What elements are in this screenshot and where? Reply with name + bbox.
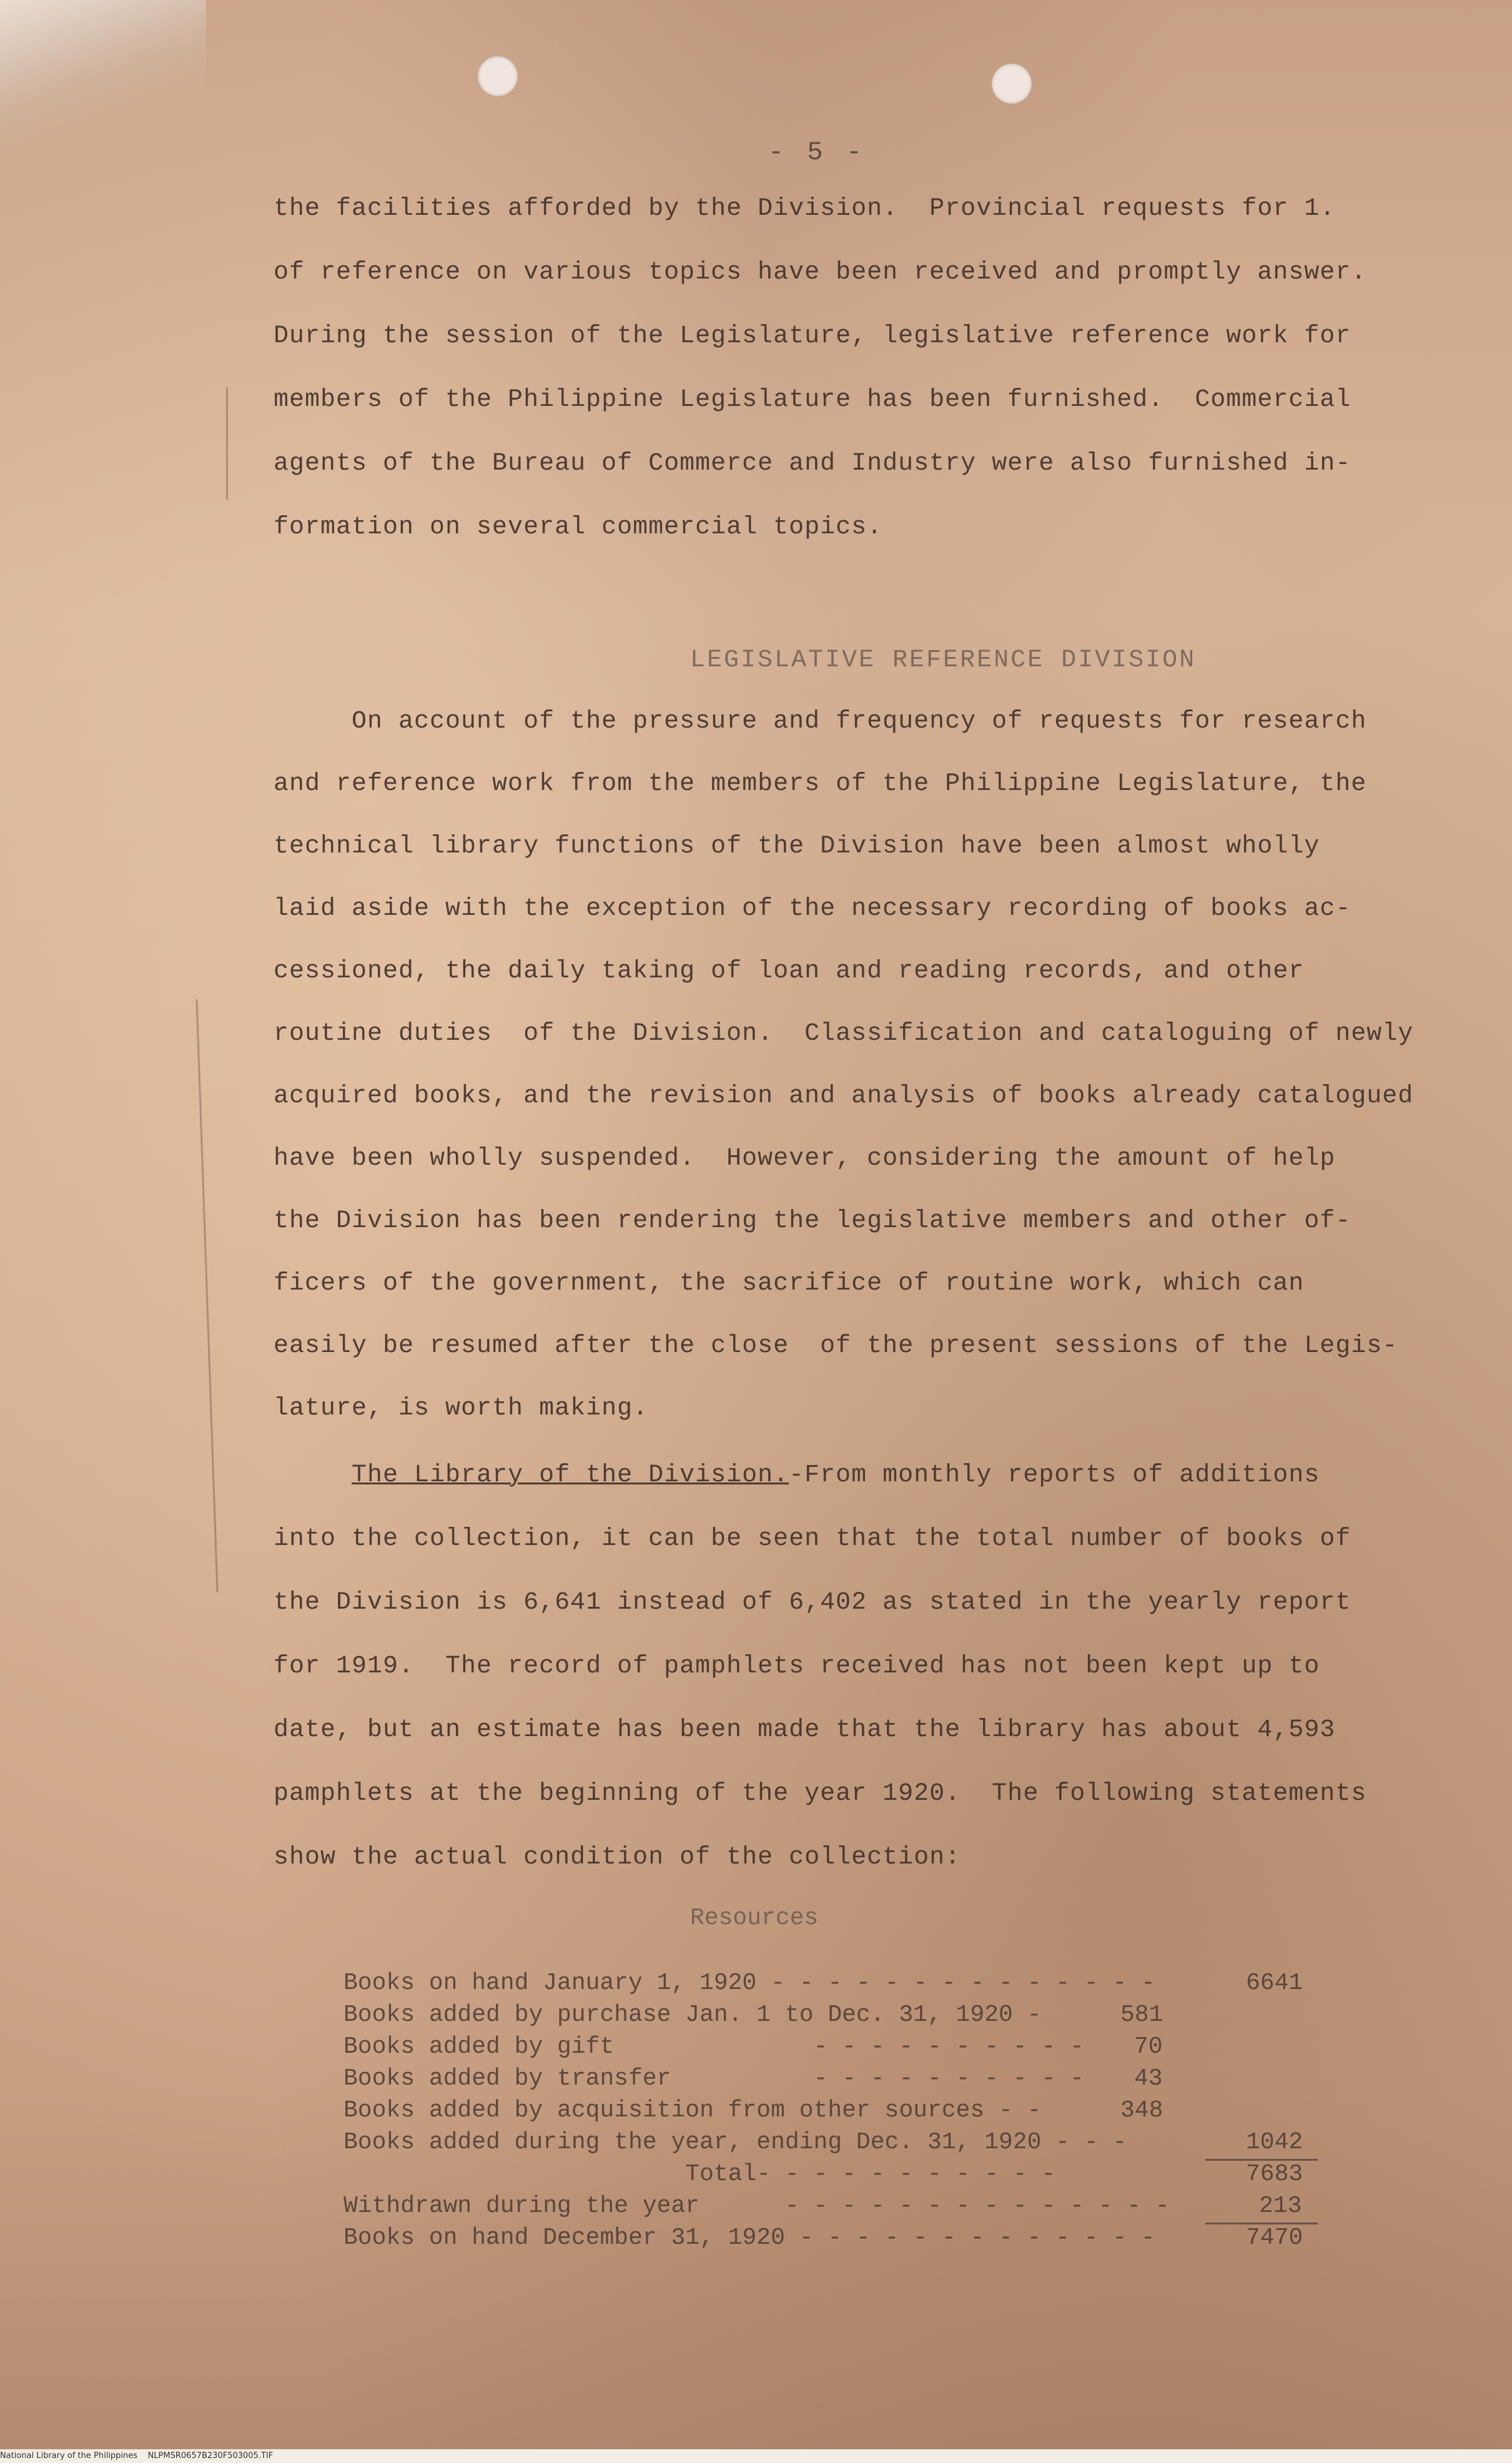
resources-title: Resources — [690, 1905, 819, 1932]
resource-row-value: 348 — [1120, 2097, 1164, 2124]
margin-pencil-mark — [195, 999, 218, 1592]
resource-row-label: Books added by transfer - - - - - - - - - - — [343, 2065, 1084, 2092]
text-line: lature, is worth making. — [274, 1394, 649, 1423]
torn-corner — [0, 0, 206, 162]
resource-row-label: Books added by gift - - - - - - - - - - — [343, 2033, 1084, 2060]
text-line: laid aside with the exception of the necessary recording of books ac- — [274, 895, 1351, 923]
library-subheading: The Library of the Division. — [352, 1461, 789, 1489]
text-run: -From monthly reports of additions — [789, 1461, 1320, 1489]
text-line: technical library functions of the Division have been almost wholly — [274, 832, 1320, 861]
text-line: During the session of the Legislature, legislative reference work for — [274, 322, 1351, 350]
text-line: the facilities afforded by the Division. Provincial requests for 1. — [274, 195, 1336, 223]
resource-row-label: Books added by acquisition from other sources - - — [343, 2097, 1042, 2124]
resource-row-value: 43 — [1134, 2065, 1163, 2092]
resource-row-label: Books on hand January 1, 1920 - - - - - - - - - - - - - - — [343, 1970, 1155, 1997]
text-line: On account of the pressure and frequency of requests for research — [274, 708, 1367, 736]
text-line: cessioned, the daily taking of loan and reading records, and other — [274, 957, 1305, 985]
margin-pencil-mark — [226, 387, 228, 500]
text-line: the Division is 6,641 instead of 6,402 as stated in the yearly report — [274, 1589, 1351, 1617]
resource-row-label: Books added by purchase Jan. 1 to Dec. 31, 1920 - — [343, 2001, 1042, 2028]
text-line: members of the Philippine Legislature has been furnished. Commercial — [274, 386, 1351, 414]
page-number: - 5 - — [768, 137, 866, 167]
resource-row-value: 581 — [1120, 2001, 1164, 2028]
resource-row-value: 1042 — [1246, 2129, 1303, 2156]
section-heading: LEGISLATIVE REFERENCE DIVISION — [690, 646, 1197, 674]
text-line: have been wholly suspended. However, considering the amount of help — [274, 1145, 1336, 1173]
text-line: easily be resumed after the close of the present sessions of the Legis- — [274, 1332, 1398, 1360]
text-line: agents of the Bureau of Commerce and Industry were also furnished in- — [274, 450, 1351, 478]
resource-row-label: Total- - - - - - - - - - - — [343, 2161, 1056, 2188]
punch-hole-right — [992, 64, 1032, 104]
text-line: formation on several commercial topics. — [274, 513, 883, 541]
resource-row-value: 7683 — [1246, 2161, 1303, 2188]
text-line: and reference work from the members of the Philippine Legislature, the — [274, 770, 1367, 798]
text-line — [274, 1461, 1320, 1489]
text-line: routine duties of the Division. Classification and cataloguing of newly — [274, 1020, 1414, 1048]
text-line: into the collection, it can be seen that the total number of books of — [274, 1525, 1351, 1553]
text-line: for 1919. The record of pamphlets received has not been kept up to — [274, 1652, 1320, 1681]
text-line: ficers of the government, the sacrifice of routine work, which can — [274, 1270, 1305, 1298]
resource-row-value: 7470 — [1246, 2224, 1303, 2251]
resource-row-label: Withdrawn during the year - - - - - - - - - - - - - - — [343, 2193, 1170, 2219]
text-line: acquired books, and the revision and analysis of books already catalogued — [274, 1082, 1414, 1110]
resource-row-value: 70 — [1134, 2033, 1163, 2060]
resource-row-label: Books on hand December 31, 1920 - - - - - - - - - - - - - — [343, 2224, 1155, 2251]
resource-row-value: 6641 — [1246, 1970, 1303, 1997]
text-line: show the actual condition of the collection: — [274, 1844, 961, 1872]
punch-hole-left — [478, 56, 518, 96]
text-line: pamphlets at the beginning of the year 1920. The following statements — [274, 1780, 1367, 1808]
resource-row-value: 213 — [1259, 2193, 1302, 2219]
text-line: date, but an estimate has been made that the library has about 4,593 — [274, 1716, 1336, 1744]
text-line: the Division has been rendering the legislative members and other of- — [274, 1207, 1351, 1235]
text-line: of reference on various topics have been received and promptly answer. — [274, 259, 1367, 287]
scan-footer: National Library of the Philippines NLPMSR0657B230F503005.TIF — [0, 2449, 1512, 2463]
resource-row-label: Books added during the year, ending Dec. 31, 1920 - - - — [343, 2129, 1127, 2156]
